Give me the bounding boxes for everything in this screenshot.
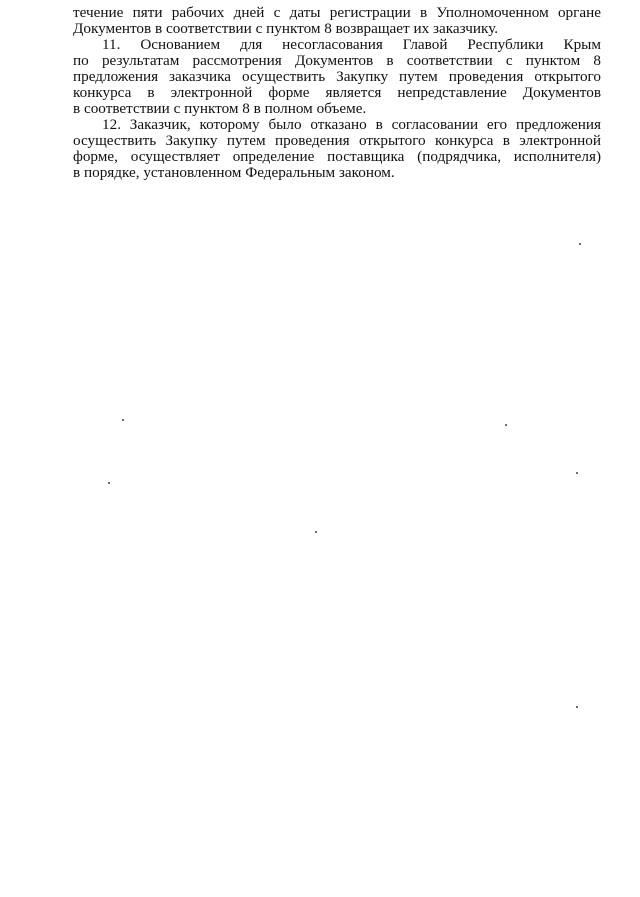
text-line: по результатам рассмотрения Документов в соответствии с пунктом 8 xyxy=(73,52,601,69)
text-line: осуществить Закупку путем проведения открытого конкурса в электронной xyxy=(73,132,601,149)
paragraph-12 xyxy=(73,117,601,181)
text-line: в порядке, установленном Федеральным законом. xyxy=(73,164,395,181)
text-line: 12. Заказчик, которому было отказано в согласовании его предложения xyxy=(102,116,601,133)
text-line: конкурса в электронной форме является непредставление Документов xyxy=(73,84,601,101)
text-line: в соответствии с пунктом 8 в полном объеме. xyxy=(73,100,367,117)
scan-speck xyxy=(576,706,578,708)
text-line: форме, осуществляет определение поставщика (подрядчика, исполнителя) xyxy=(73,148,601,165)
text-line: течение пяти рабочих дней с даты регистрации в Уполномоченном органе xyxy=(73,4,601,21)
scan-speck xyxy=(505,424,507,426)
scan-speck xyxy=(576,472,578,474)
text-line: предложения заказчика осуществить Закупку путем проведения открытого xyxy=(73,68,601,85)
scan-speck xyxy=(315,531,317,533)
text-line: Документов в соответствии с пунктом 8 возвращает их заказчику. xyxy=(73,20,499,37)
scan-speck xyxy=(122,419,124,421)
paragraph-continuation xyxy=(73,5,601,37)
scan-speck xyxy=(579,243,581,245)
text-line: 11. Основанием для несогласования Главой Республики Крым xyxy=(102,36,601,53)
document-text xyxy=(73,5,601,181)
scan-speck xyxy=(108,482,110,484)
paragraph-11 xyxy=(73,37,601,117)
